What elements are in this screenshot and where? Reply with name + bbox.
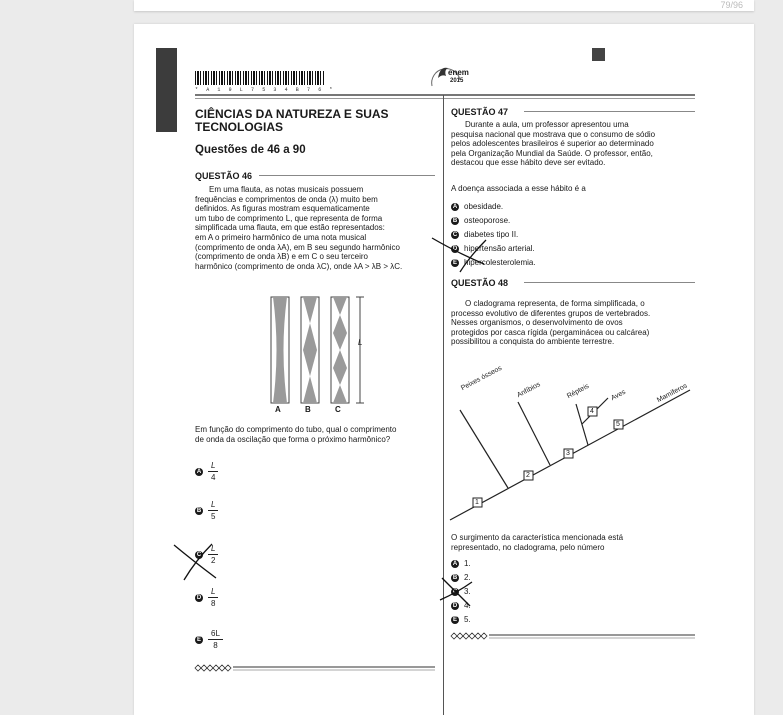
- option-fraction: [208, 500, 218, 521]
- q48-option-a[interactable]: [451, 559, 471, 568]
- option-bullet: A: [452, 560, 458, 567]
- q48-prompt-line: representado, no cladograma, pelo número: [451, 542, 605, 552]
- q47-line: pela Organização Mundial da Saúde. O professor, então,: [451, 148, 653, 158]
- q48-line: possibilitou a conquista do ambiente terrestre.: [451, 337, 615, 347]
- option-text: diabetes tipo II.: [464, 230, 519, 239]
- tube-label-b: B: [305, 405, 311, 414]
- q46-line: um tubo de comprimento L, que representa de forma: [195, 213, 383, 223]
- clade-marker-4: 4: [590, 408, 594, 415]
- q46-option-b[interactable]: [195, 500, 218, 521]
- question-46-prompt: [195, 425, 438, 444]
- q48-prompt-line: O surgimento da característica mencionada está: [451, 533, 624, 542]
- option-bullet: D: [452, 602, 458, 609]
- exam-page: [134, 24, 754, 715]
- clade-marker-2: 2: [526, 472, 530, 479]
- option-fraction: [208, 461, 218, 482]
- option-bullet: C: [196, 551, 202, 558]
- fraction-numerator: L: [208, 500, 218, 511]
- option-bullet: C: [452, 588, 458, 595]
- option-text: 3.: [464, 587, 471, 596]
- tube-c: [331, 297, 349, 403]
- q47-option-b[interactable]: [451, 216, 510, 225]
- q48-line: processo evolutivo de diferentes grupos de vertebrados.: [451, 308, 651, 318]
- option-text: hipertensão arterial.: [464, 244, 535, 253]
- option-text: 1.: [464, 559, 471, 568]
- option-bullet: E: [196, 636, 201, 643]
- question-48-text: [451, 299, 695, 347]
- column-divider: [443, 95, 444, 715]
- tube-b: [301, 297, 319, 403]
- tube-a: [271, 297, 289, 403]
- q46-option-e[interactable]: [195, 629, 223, 650]
- logo-text: enem: [448, 68, 469, 77]
- option-bullet: D: [452, 245, 458, 252]
- logo-year: 2015: [450, 78, 464, 84]
- option-bullet: B: [196, 507, 202, 514]
- option-text: osteoporose.: [464, 216, 511, 225]
- option-bullet: B: [452, 217, 458, 224]
- clade-label-anfibios: Anfíbios: [516, 381, 542, 400]
- option-fraction: [208, 629, 223, 650]
- q46-prompt-line: Em função do comprimento do tubo, qual o comprimento: [195, 425, 397, 434]
- handwritten-x-mark: [430, 236, 490, 276]
- q46-line: simplificada uma flauta, em que estão representados:: [195, 223, 385, 233]
- question-47-prompt: A doença associada a esse hábito é a: [451, 184, 586, 193]
- fraction-denominator: 5: [211, 512, 216, 521]
- clade-marker-3: 3: [566, 450, 570, 457]
- end-pattern-right: [451, 632, 697, 640]
- q48-rule: [524, 282, 695, 283]
- option-bullet: E: [452, 616, 457, 623]
- handwritten-x-mark: [172, 542, 222, 582]
- q47-rule: [524, 111, 695, 112]
- page-counter: 79/96: [720, 0, 743, 10]
- q46-option-d[interactable]: [195, 587, 218, 608]
- q46-line: (comprimento de onda λA), em B seu segundo harmônico: [195, 242, 400, 252]
- option-text: hipercolesterolemia.: [464, 258, 536, 267]
- fraction-numerator: L: [208, 461, 218, 472]
- fraction-denominator: 2: [211, 556, 216, 565]
- q46-line: Em uma flauta, as notas musicais possuem: [209, 185, 364, 194]
- barcode-text: * A 1 9 L 7 5 3 4 B 7 6 *: [195, 87, 336, 93]
- option-bullet: A: [452, 203, 458, 210]
- option-bullet: A: [196, 468, 202, 475]
- barcode: [195, 71, 325, 85]
- fraction-denominator: 4: [211, 473, 216, 482]
- q46-option-a[interactable]: [195, 461, 218, 482]
- option-fraction: [208, 587, 218, 608]
- flute-tubes-figure: [264, 292, 384, 412]
- question-47-label: QUESTÃO 47: [451, 107, 509, 117]
- option-text: 4.: [464, 601, 471, 610]
- option-bullet: E: [452, 259, 457, 266]
- q48-option-e[interactable]: [451, 615, 471, 624]
- end-pattern-left: [195, 664, 435, 672]
- q46-rule: [259, 175, 435, 176]
- q48-line: Nesses organismos, o desenvolvimento de ovos: [451, 318, 623, 328]
- question-48-prompt: [451, 533, 695, 552]
- q47-line: pelos adolescentes brasileiros é superior ao determinado: [451, 139, 654, 149]
- clade-marker-1: 1: [475, 499, 479, 506]
- sidebar-bar: [156, 48, 177, 132]
- option-bullet: C: [452, 231, 458, 238]
- q46-line: (comprimento de onda λB) e em C o seu terceiro: [195, 252, 368, 262]
- q47-line: destacou que esse hábito deve ser evitado.: [451, 158, 606, 168]
- clade-label-repteis: Répteis: [566, 382, 591, 401]
- q47-option-a[interactable]: [451, 202, 503, 211]
- clade-label-mamiferos: Mamíferos: [656, 382, 689, 405]
- fraction-denominator: 8: [211, 599, 216, 608]
- question-48-label: QUESTÃO 48: [451, 278, 509, 288]
- corner-marker: [592, 48, 605, 61]
- clade-label-peixes: Peixes ósseos: [460, 364, 504, 393]
- q47-line: Durante a aula, um professor apresentou uma: [465, 120, 629, 129]
- section-title: CIÊNCIAS DA NATUREZA E SUAS TECNOLOGIAS: [195, 107, 389, 134]
- q46-line: definidos. As figuras mostram esquematicamente: [195, 204, 370, 214]
- fraction-numerator: L: [208, 587, 218, 598]
- fraction-numerator: L: [208, 544, 218, 555]
- length-label: L: [358, 338, 363, 347]
- tube-label-c: C: [335, 405, 341, 414]
- fraction-denominator: 8: [213, 641, 218, 650]
- section-range: Questões de 46 a 90: [195, 144, 306, 156]
- q46-line: em A o primeiro harmônico de uma nota musical: [195, 232, 367, 242]
- header-rule-thin: [195, 98, 695, 99]
- q47-line: pesquisa nacional que mostrava que o consumo de sódio: [451, 129, 656, 139]
- q46-prompt-line: de onda da oscilação que forma o próximo harmônico?: [195, 434, 391, 444]
- handwritten-x-mark: [438, 576, 478, 610]
- tube-label-a: A: [275, 405, 281, 414]
- clade-marker-5: 5: [616, 421, 620, 428]
- clade-label-aves: Aves: [610, 388, 627, 403]
- question-46-text: [195, 185, 438, 271]
- option-text: 2.: [464, 573, 471, 582]
- option-bullet: B: [452, 574, 458, 581]
- header-rule: [195, 94, 695, 96]
- q46-line: harmônico (comprimento de onda λC), onde λA > λB > λC.: [195, 261, 403, 271]
- previous-page-edge: [134, 0, 754, 11]
- question-47-text: [451, 120, 695, 168]
- fraction-numerator: 6L: [208, 629, 223, 640]
- q48-line: protegidos por casca rígida (pergaminácea ou calcárea): [451, 327, 650, 337]
- option-text: obesidade.: [464, 202, 504, 211]
- option-text: 5.: [464, 615, 471, 624]
- question-46-label: QUESTÃO 46: [195, 171, 253, 181]
- q46-line: frequências e comprimentos de onda (λ) muito bem: [195, 194, 378, 204]
- option-bullet: D: [196, 594, 202, 601]
- q48-line: O cladograma representa, de forma simplificada, o: [465, 299, 645, 308]
